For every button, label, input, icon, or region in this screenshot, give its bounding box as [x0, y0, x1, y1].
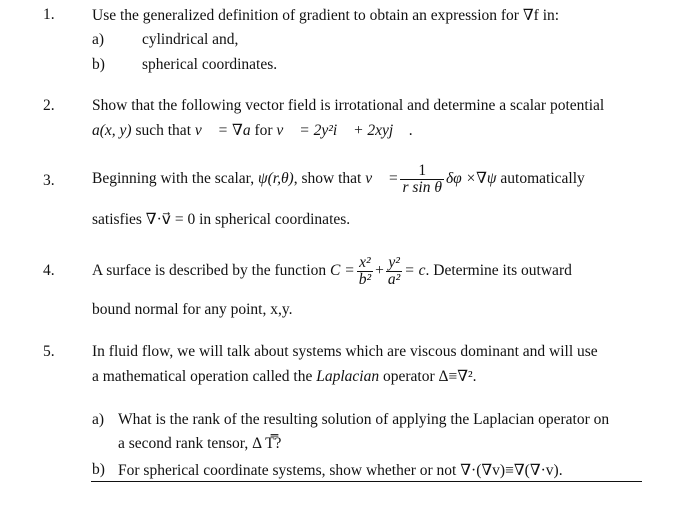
q4-number: 4.	[43, 262, 55, 279]
q1-a-label: a)	[92, 31, 105, 48]
q3-frac-denominator: r sin θ	[402, 178, 442, 196]
q2-field-eq: v⃗ = 2y²i⃗ + 2xyj⃗ .	[276, 122, 414, 139]
q5-b-label: b)	[92, 461, 105, 478]
q4-equals-c: = c	[404, 262, 426, 279]
q3-fraction	[400, 163, 443, 197]
q5-line2	[92, 367, 477, 386]
q4-line1	[92, 252, 572, 290]
q4-fraction-x	[357, 255, 373, 289]
q5-number: 5.	[43, 343, 55, 360]
q2-gradient-eq: v⃗ = ∇a	[194, 122, 251, 139]
q3-line2: satisfies ∇·v⃗ = 0 in spherical coordinates.	[92, 211, 351, 228]
q3-v-eq: v⃗ =	[365, 170, 399, 187]
q4-determine: . Determine its outward	[425, 262, 572, 279]
q4-frac1-denominator: b²	[358, 270, 372, 288]
q2-number: 2.	[43, 97, 55, 114]
q2-for: for	[250, 122, 277, 139]
q4-plus: +	[375, 262, 384, 279]
q2-such-that: such that	[131, 122, 195, 139]
bottom-divider	[91, 481, 642, 482]
q3-number: 3.	[43, 172, 55, 189]
q5-operator: operator Δ≡∇².	[379, 368, 477, 385]
q3-scalar: ψ(r,θ)	[257, 170, 294, 187]
q2-line2	[92, 121, 413, 140]
q1-number: 1.	[43, 6, 55, 23]
q3-show-that: , show that	[293, 170, 366, 187]
q1-b-label: b)	[92, 56, 105, 73]
q5-b-text: For spherical coordinate systems, show whether or not ∇·(∇v)≡∇(∇·v).	[118, 462, 563, 479]
q5-line1: In fluid flow, we will talk about systems which are viscous dominant and will use	[92, 343, 598, 360]
q5-a-line1: What is the rank of the resulting solution of applying the Laplacian operator on	[118, 411, 610, 428]
q3-frac-numerator: 1	[400, 163, 443, 180]
q3-cross-grad: δφ ×∇ψ	[445, 170, 497, 187]
q5-a-line2: a second rank tensor, Δ T̿?	[118, 435, 282, 452]
q4-fraction-y	[386, 255, 402, 289]
q4-frac1-numerator: x²	[357, 255, 373, 272]
q5-operation-text: a mathematical operation called the	[92, 368, 317, 385]
q3-automatically: automatically	[496, 170, 585, 187]
q5-laplacian: Laplacian	[316, 368, 380, 385]
q4-c-eq: C =	[330, 262, 355, 279]
q1-a-text: cylindrical and,	[142, 31, 239, 48]
q3-beginning: Beginning with the scalar,	[92, 170, 258, 187]
q2-line1: Show that the following vector field is irrotational and determine a scalar potential	[92, 97, 605, 114]
q1-b-text: spherical coordinates.	[142, 56, 278, 73]
q3-line1	[92, 161, 585, 197]
q4-surface-text: A surface is described by the function	[92, 262, 331, 279]
q4-frac2-denominator: a²	[387, 270, 401, 288]
q1-text: Use the generalized definition of gradient to obtain an expression for ∇f in:	[92, 7, 560, 24]
q5-a-label: a)	[92, 411, 105, 428]
q4-frac2-numerator: y²	[386, 255, 402, 272]
q4-line2: bound normal for any point, x,y.	[92, 301, 293, 318]
q2-potential: a(x, y)	[92, 122, 132, 139]
